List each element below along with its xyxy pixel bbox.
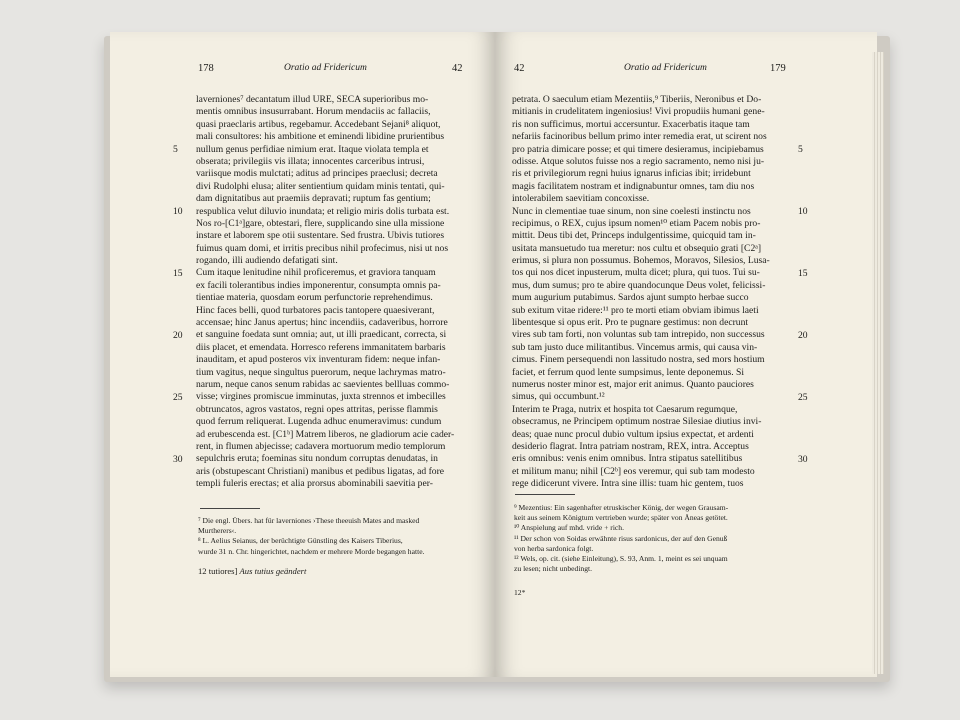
text-line: pro patria dimicare posse; et qui timere desieramus, incipiebamus — [512, 143, 764, 155]
left-body-text — [196, 94, 468, 491]
text-line: faciet, et ferrum quod lente sumpsimus, lente deponemus. Si — [512, 366, 745, 378]
line-number: 5 — [798, 143, 803, 155]
line-number: 10 — [798, 205, 808, 217]
text-line: Interim te Praga, nutrix et hospita tot Caesarum regumque, — [512, 403, 738, 415]
text-line: erimus, si plura non possumus. Bohemos, Moravos, Silesios, Lusa- — [512, 255, 770, 267]
text-line: variisque modis mulctati; aditus ad principes praeclusi; decreta — [196, 168, 438, 180]
right-footnotes — [514, 503, 728, 574]
line-number: 15 — [798, 267, 808, 279]
text-line: nefariis facinoribus bellum primo inter remedia erat, ut scirent nos — [512, 131, 767, 143]
line-number: 10 — [173, 205, 183, 217]
text-line: desiderio flagrat. Intra patriam nostram, REX, intra. Acceptus — [512, 440, 749, 452]
text-line: divi Rudolphi elusa; aliter sentientium quidam minis tentati, qui- — [196, 180, 445, 192]
footnote-line: zu lesen; nicht unbedingt. — [514, 564, 593, 574]
left-footnotes — [198, 516, 424, 557]
text-line: tientiae materia, quosdam eorum perfunctorie reprehendimus. — [196, 292, 433, 304]
text-line: et sanguine foedata sunt omnia; aut, ut illi praedicant, correcta, si — [196, 329, 447, 341]
text-line: cimus. Finem persequendi non lassitudo nostra, sed mors hostium — [512, 354, 765, 366]
text-line: deas; quae nunc procul dubio vultum ipsius expectat, et ardenti — [512, 428, 754, 440]
text-line: Cum itaque lenitudine nihil proficeremus, et graviora tanquam — [196, 267, 436, 279]
text-line: obtruncatos, agros vastatos, regni opes attritas, perisse flammis — [196, 403, 438, 415]
text-line: laverniones⁷ decantatum illud URE, SECA superioribus mo- — [196, 94, 429, 105]
footnote-line: wurde 31 n. Chr. hingerichtet, nachdem er mehrere Morde begangen hatte. — [198, 546, 425, 556]
text-line: obserata; privilegiis vis illata; innocentes carceribus intrusi, — [196, 155, 425, 167]
text-line: mitianis in crudelitatem ingeniosius! Vivi propudiis humani gene- — [512, 106, 765, 118]
left-variant-note — [198, 566, 306, 576]
text-line: fuimus quam domi, et irritis precibus nihil profecimus, nisi ut nos — [196, 242, 449, 254]
text-line: Nunc in clementiae tuae sinum, non sine coelesti instinctu nos — [512, 205, 751, 217]
footnote-line: ⁸ L. Aelius Seianus, der berüchtigte Günstling des Kaisers Tiberius, — [198, 536, 403, 546]
line-number: 25 — [173, 391, 183, 403]
right-footnote-rule — [515, 494, 575, 495]
signature-mark: 12* — [514, 588, 526, 597]
footnote-line: ¹¹ Der schon von Soidas erwähnte risus sardonicus, der auf den Genuß — [514, 533, 728, 543]
text-line: mum augurium putabimus. Sardos ajunt sumpto herbae succo — [512, 292, 749, 304]
text-line: sepulchris eruta; foeminas situ nondum corruptas denudatas, in — [196, 453, 438, 465]
text-line: numerus noster minor est, major erit animus. Quanto pauciores — [512, 378, 754, 390]
text-line: sub tam justo duce militantibus. Vincemus armis, qui causa vin- — [512, 341, 758, 353]
text-line: simus, qui occumbunt.¹² — [512, 391, 605, 403]
text-line: nullum genus perfidiae nimium erat. Itaque violata templa et — [196, 143, 429, 155]
text-line: ad erubescenda est. [C1ᵇ] Matrem liberos, ne gladiorum acie cader- — [196, 428, 455, 440]
left-header — [194, 63, 482, 79]
text-line: vires sub tam forti, non voluntas sub tam intrepido, non successus — [512, 329, 765, 341]
text-line: tium vagitus, neque singultus puerorum, neque lachrymas matro- — [196, 366, 446, 378]
right-header — [510, 63, 800, 79]
text-line: templi fuleris erectas; et alia prorsus abominabili saevitia per- — [196, 478, 433, 490]
footnote-line: keit aus seinem Königtum vertrieben wurde; später von Äneas getötet. — [514, 513, 728, 523]
line-number: 30 — [798, 453, 808, 465]
text-line: petrata. O saeculum etiam Mezentiis,⁹ Tiberiis, Neronibus et Do- — [512, 94, 762, 105]
line-number: 25 — [798, 391, 808, 403]
footnote-line: ⁹ Mezentius: Ein sagenhafter etruskischer König, der wegen Grausam- — [514, 503, 729, 512]
line-number: 20 — [798, 329, 808, 341]
text-line: quod ferrum reliquerat. Lugenda adhuc enumeravimus: cundum — [196, 416, 442, 428]
text-line: rent, in flumen abjecisse; cadavera mortuorum medio templorum — [196, 440, 446, 452]
text-line: tos qui nos dicet inpusterum, multa dicet; plura, qui tuos. Tui su- — [512, 267, 760, 279]
text-line: ris et privilegiorum regni huius ignarus inficias ibit; irridebunt — [512, 168, 751, 180]
left-running-title: Oratio ad Fridericum — [284, 63, 367, 73]
left-footnote-rule — [200, 508, 260, 509]
line-number: 30 — [173, 453, 183, 465]
text-line: Nos ro-[C1ᵃ]gare, obtestari, flere, supplicando sine ulla missione — [196, 217, 445, 229]
text-line: respublica velut diluvio inundata; et religio miris dolis turbata est. — [196, 205, 450, 217]
text-line: visse; virgines promiscue imminutas, juxta strennos et imbecilles — [196, 391, 446, 403]
text-line: accensae; hinc Janus apertus; hinc incendiis, cadaveribus, horrore — [196, 317, 448, 329]
page-edge — [872, 52, 884, 674]
footnote-line: ¹² Wels, op. cit. (siehe Einleitung), S. 93, Anm. 1, meint es sei unquam — [514, 554, 728, 564]
text-line: instare et laborem spe otii sustentare. Sed frustra. Ubivis tutiores — [196, 230, 445, 242]
text-line: magis facilitatem nostram et indignabuntur omnes, tam diu nos — [512, 180, 755, 192]
text-line: usitata mansuetudo tua meretur: nos cultu et obsequio grati [C2ᵃ] — [512, 242, 762, 254]
footnote-line: Murtherers‹. — [198, 526, 237, 536]
footnote-line: ¹⁰ Anspielung auf mhd. vride + rich. — [514, 523, 624, 533]
footnote-line: ⁷ Die engl. Übers. hat für laverniones ›These theeuish Mates and masked — [198, 516, 420, 525]
text-line: odisse. Atque solutos fuisse nos a regio sacramento, nemo nisi ju- — [512, 155, 765, 167]
text-line: Hinc faces belli, quod turbatores pacis tantopere quaesiverant, — [196, 304, 435, 316]
text-line: rege didicerunt vivere. Intra sine illis: tuam hic gentem, tuos — [512, 478, 744, 490]
text-line: mittit. Deus tibi det, Princeps indulgentissime, quicquid tam in- — [512, 230, 756, 242]
right-running-title: Oratio ad Fridericum — [624, 63, 707, 73]
text-line: et militum manu; nihil [C2ᵇ] eos veremur, qui sub tam modesto — [512, 465, 755, 477]
text-line: sub exitum vitae ridere:¹¹ pro te morti etiam obviam ibimus laeti — [512, 304, 759, 316]
text-line: inauditam, et apud posteros vix inventuram fidem: neque infan- — [196, 354, 441, 366]
variant-ref: 12 tutiores] — [198, 566, 238, 576]
left-page-number: 178 — [198, 63, 214, 74]
variant-text: Aus tutius geändert — [239, 566, 307, 576]
text-line: ex facili tolerantibus indies imponerentur, consumpta omnis pa- — [196, 279, 441, 291]
text-line: mus, dum sumus; pro te abire quandocunque Deus volet, felicissi- — [512, 279, 766, 291]
right-body-text — [512, 94, 782, 491]
line-number: 5 — [173, 143, 178, 155]
right-margin-ref: 42 — [514, 63, 525, 74]
line-number: 20 — [173, 329, 183, 341]
text-line: aris (obstupescant Christiani) manibus et pedibus ligatas, ad fore — [196, 465, 445, 477]
text-line: obsecramus, ne Principem optimum nostrae Silesiae diutius invi- — [512, 416, 762, 428]
left-margin-ref: 42 — [452, 63, 463, 74]
text-line: diis placet, et emendata. Horresco referens immanitatem barbaris — [196, 341, 446, 353]
text-line: mentis omnibus insusurrabant. Horum mendaciis ac fallaciis, — [196, 106, 431, 118]
text-line: quasi praeclaris artibus, regebamur. Accedebant Sejani⁸ aliquot, — [196, 118, 441, 130]
text-line: mali consultores: his ambitione et eminendi libidine prurientibus — [196, 131, 445, 143]
line-number: 15 — [173, 267, 183, 279]
text-line: rogando, illi audiendo defatigati sint. — [196, 255, 338, 267]
text-line: ris non sufficimus, mortui accersuntur. Exacerbatis itaque tam — [512, 118, 750, 130]
text-line: eris omnibus: venis enim omnibus. Intra stipatus satellitibus — [512, 453, 743, 465]
text-line: intolerabilem saevitiam concoxisse. — [512, 193, 650, 205]
footnote-line: von herba sardonica folgt. — [514, 543, 594, 553]
text-line: recipimus, o REX, cujus ipsum nomen¹⁰ etiam Pacem nobis pro- — [512, 217, 761, 229]
text-line: narum, neque canos senum rabidas ac saevientes bellluas commo- — [196, 378, 450, 390]
text-line: libentesque si opus erit. Pro te pugnare gestimus: non decrunt — [512, 317, 749, 329]
text-line: dam dignitatibus aut praemiis depravati; ruptum fas gentium; — [196, 193, 431, 205]
right-page-number: 179 — [770, 63, 786, 74]
